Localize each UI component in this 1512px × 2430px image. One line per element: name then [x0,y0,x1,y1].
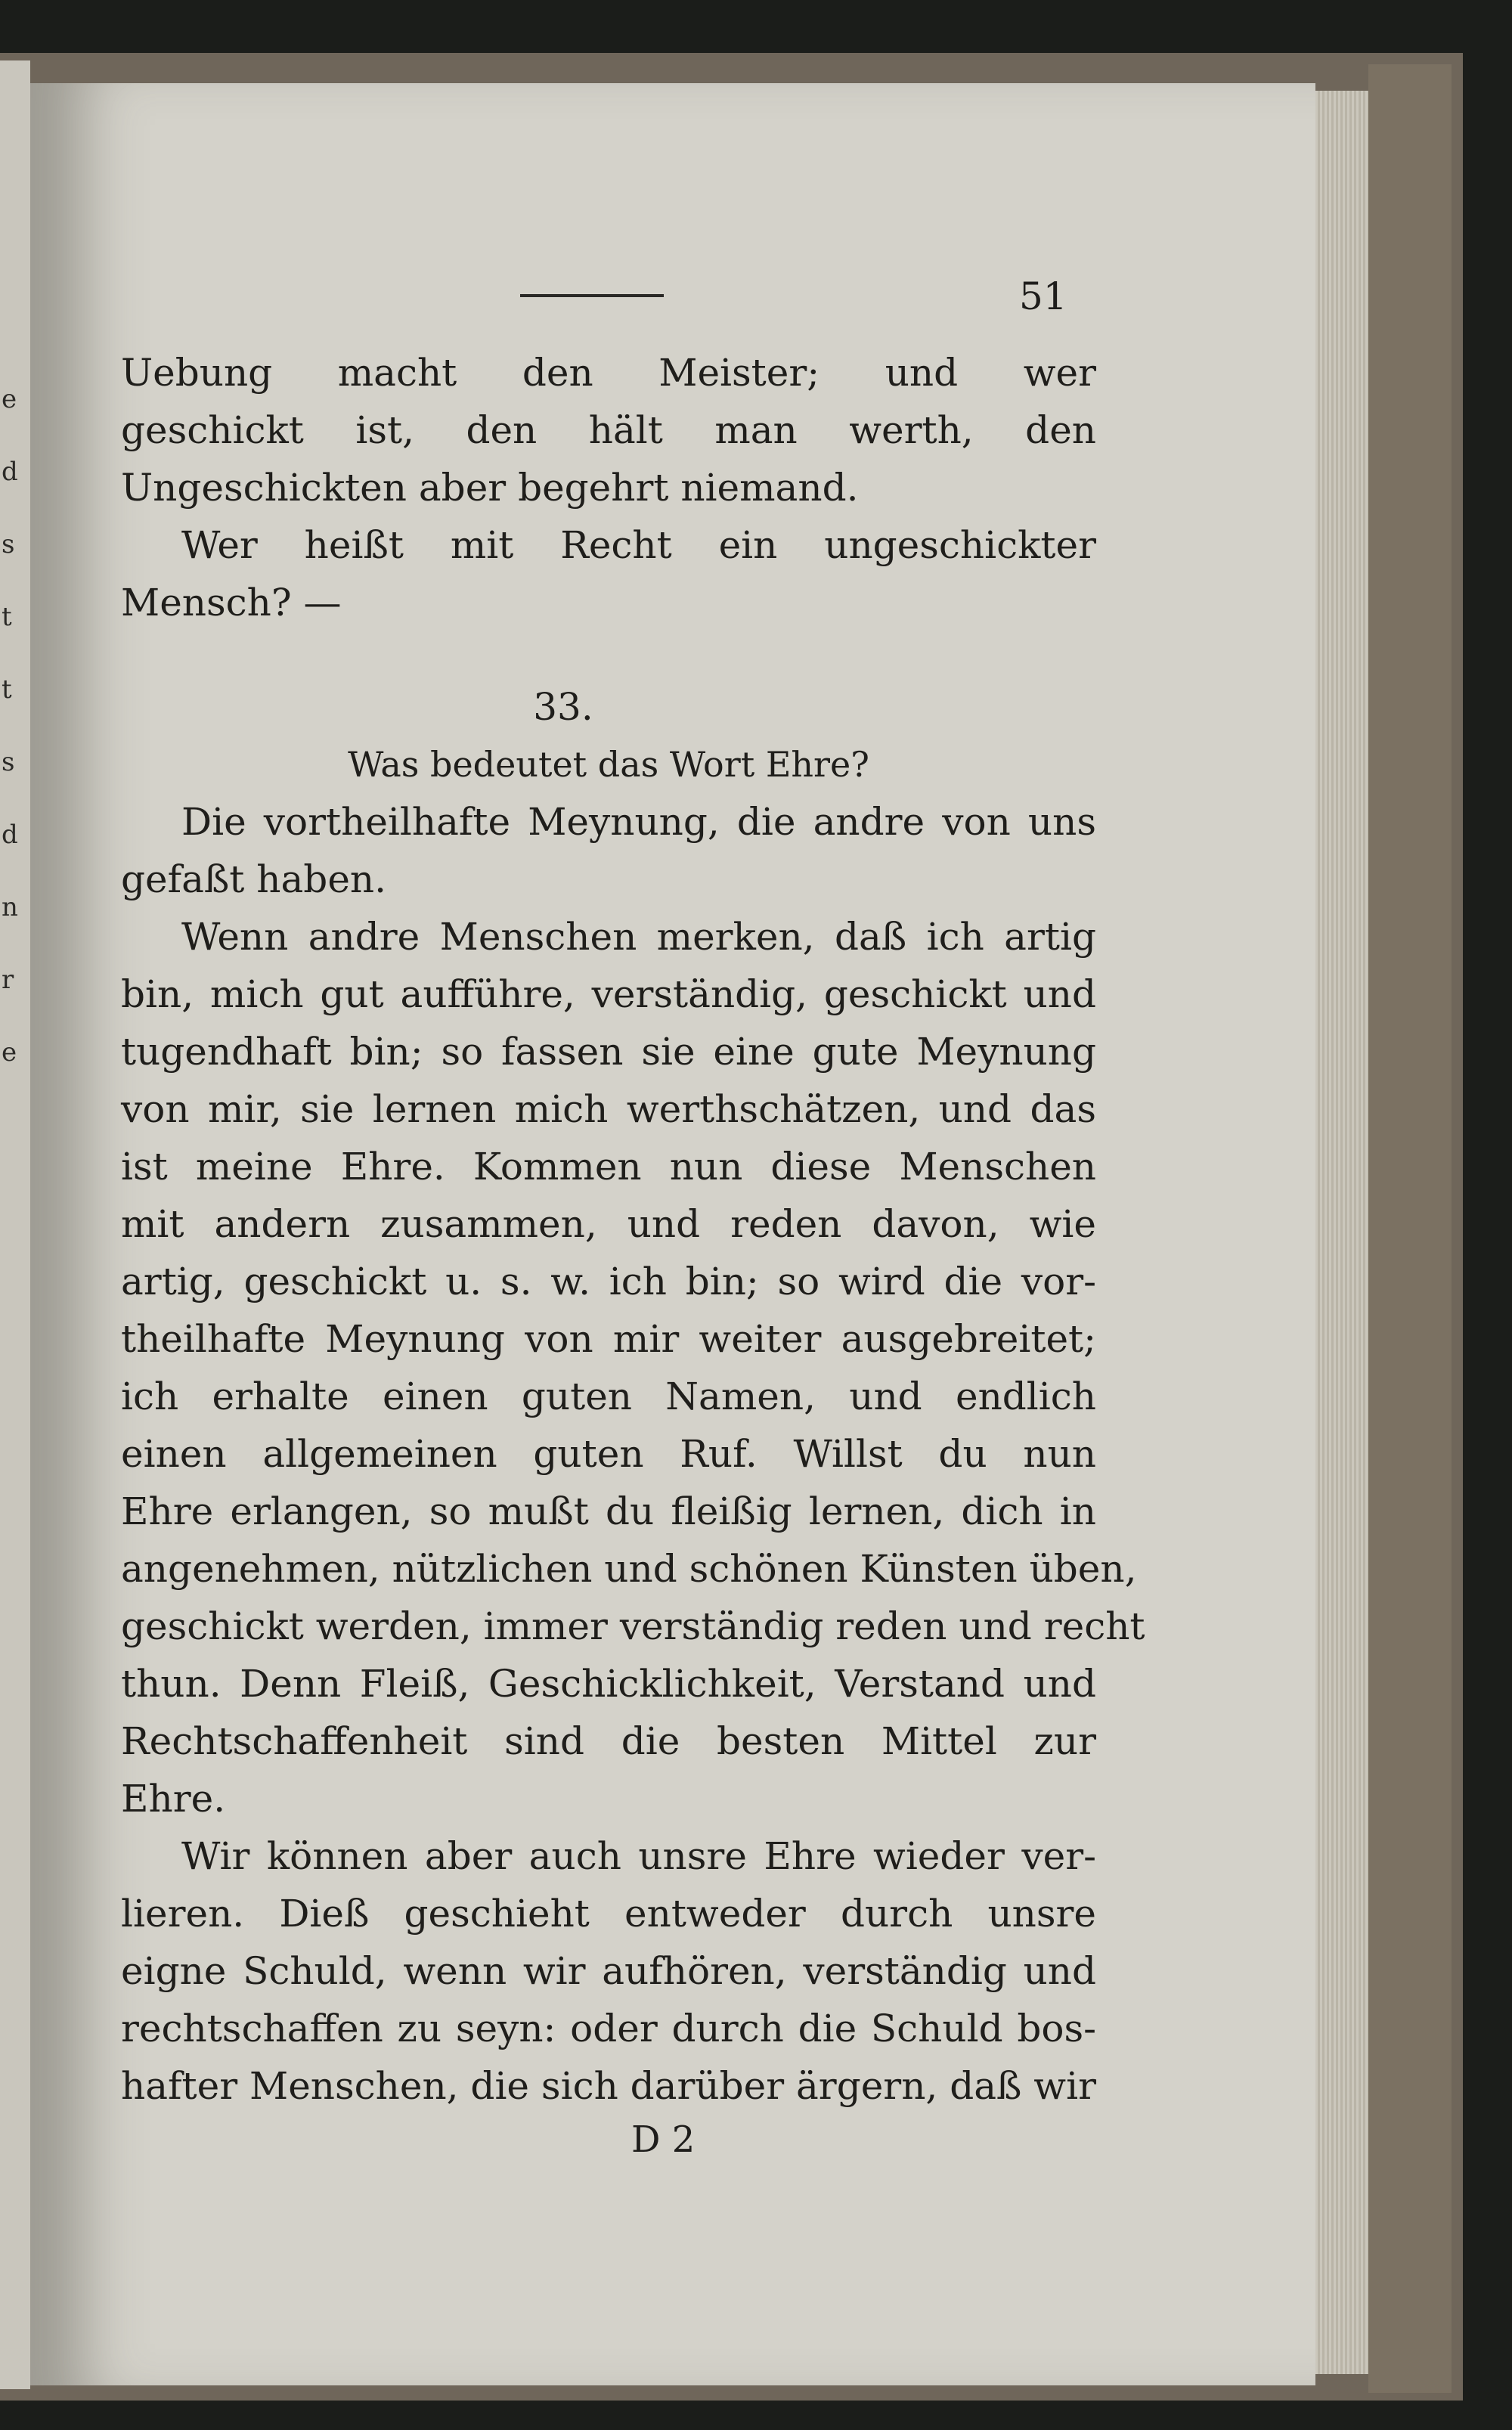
text-line: lieren. Dieß geschieht entweder durch unsre [121,1892,1096,1936]
text-line: ich erhalte einen guten Namen, und endlich [121,1375,1096,1418]
text-line: geschickt ist, den hält man werth, den [121,408,1096,452]
text-line: Ungeschickten aber begehrt niemand. [121,466,859,510]
text-line: Wer heißt mit Recht ein ungeschickter [181,523,1096,567]
page-stack-edge [1315,91,1368,2374]
text-line: von mir, sie lernen mich werthschätzen, und das [121,1087,1096,1131]
section-number: 33. [533,685,593,729]
text-line: Rechtschaffenheit sind die besten Mittel zur [121,1719,1096,1763]
text-line: rechtschaffen zu seyn: oder durch die Schuld bos- [121,2007,1096,2050]
text-line: hafter Menschen, die sich darüber ärgern, daß wir [121,2064,1096,2108]
text-line: gefaßt haben. [121,857,387,901]
text-line: einen allgemeinen guten Ruf. Willst du nun [121,1432,1096,1476]
section-question: Was bedeutet das Wort Ehre? [348,744,869,785]
text-line: angenehmen, nützlichen und schönen Künsten üben, [121,1547,1137,1591]
text-line: artig, geschickt u. s. w. ich bin; so wird die vor- [121,1260,1096,1303]
text-line: mit andern zusammen, und reden davon, wie [121,1202,1096,1246]
text-line: eigne Schuld, wenn wir aufhören, verständig und [121,1949,1096,1993]
page-body [121,344,1145,2115]
text-line: Wir können aber auch unsre Ehre wieder ver- [181,1834,1096,1878]
facing-page-letters: e d s t t s d n r e [2,384,18,1068]
text-line: Ehre. [121,1777,226,1821]
text-line: Die vortheilhafte Meynung, die andre von uns [181,800,1096,844]
book-cover-edge [1368,64,1452,2393]
text-line: Wenn andre Menschen merken, daß ich artig [181,915,1096,959]
text-line: theilhafte Meynung von mir weiter ausgebreitet; [121,1317,1096,1361]
text-line: thun. Denn Fleiß, Geschicklichkeit, Verstand und [121,1662,1096,1706]
text-line: Ehre erlangen, so mußt du fleißig lernen, dich in [121,1489,1096,1533]
page-number: 51 [1019,274,1067,318]
text-line: ist meine Ehre. Kommen nun diese Menschen [121,1145,1096,1189]
printer-signature: D 2 [631,2119,696,2161]
header-rule [520,294,664,297]
text-line: bin, mich gut aufführe, verständig, geschickt und [121,972,1096,1016]
text-line: Mensch? — [121,581,342,625]
text-line: geschickt werden, immer verständig reden und recht [121,1604,1145,1648]
facing-page-edge [0,60,30,2389]
text-line: Uebung macht den Meister; und wer [121,351,1096,395]
text-line: tugendhaft bin; so fassen sie eine gute Meynung [121,1030,1096,1074]
